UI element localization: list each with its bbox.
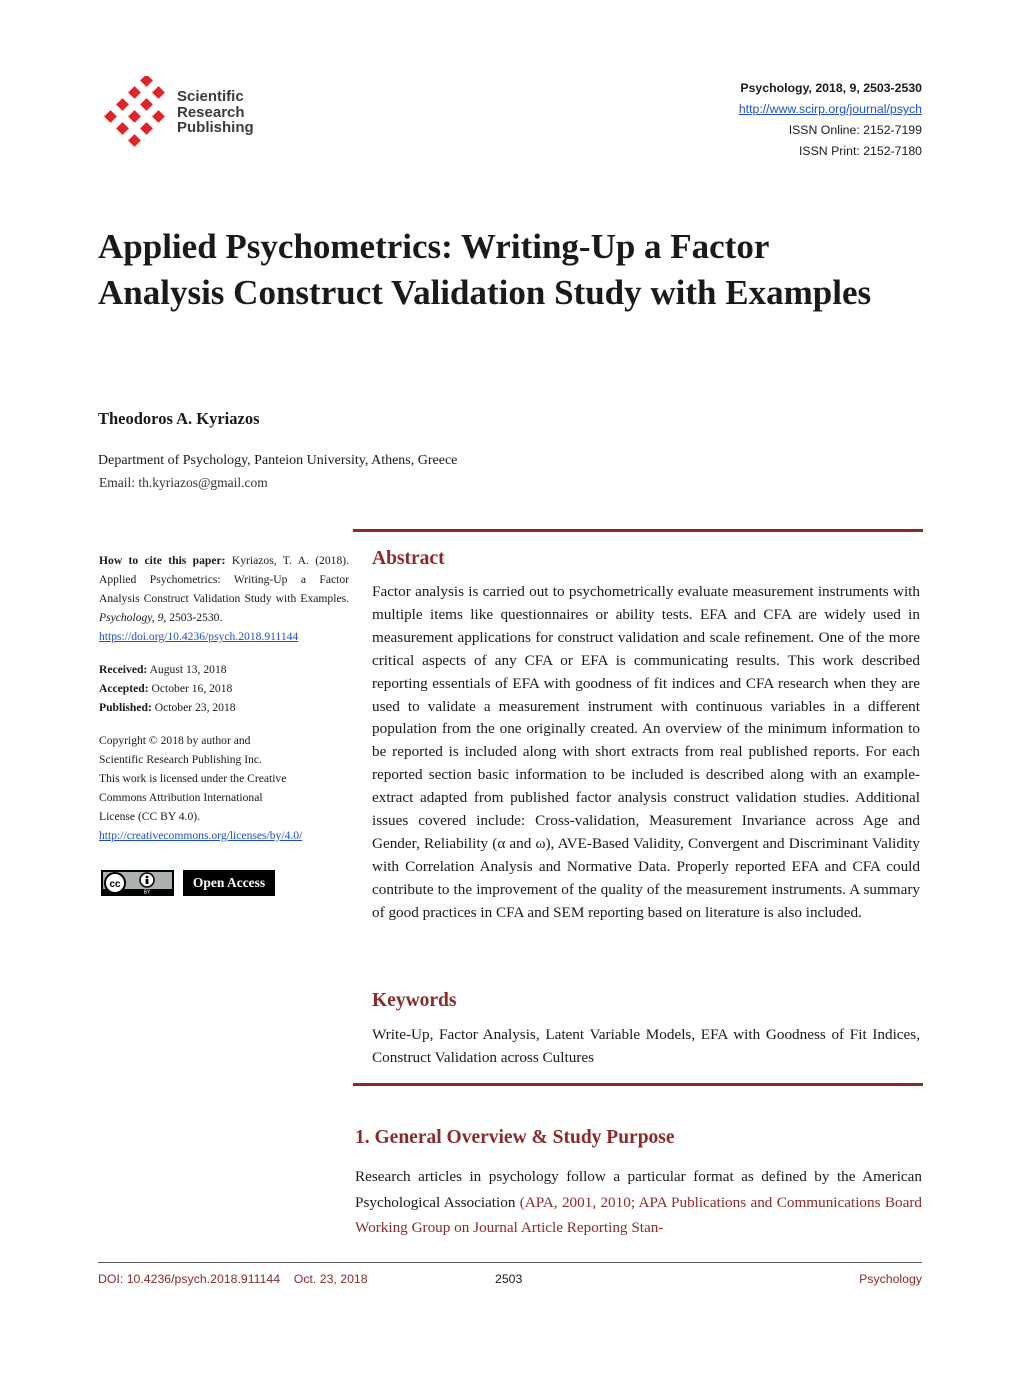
accepted-date: October 16, 2018 — [151, 682, 233, 695]
keywords-heading: Keywords — [372, 990, 457, 1011]
received-label: Received: — [99, 663, 148, 676]
section-1-citation[interactable]: (APA, 2001, 2010; APA Publications and Communications Board Working Group on Journal Article Reporting Stan- — [355, 1193, 922, 1236]
published-label: Published: — [99, 701, 152, 714]
abstract-top-divider — [353, 529, 923, 532]
abstract-bottom-divider — [353, 1083, 923, 1086]
accepted-label: Accepted: — [99, 682, 149, 695]
author-name: Theodoros A. Kyriazos — [98, 409, 260, 428]
cite-text: Kyriazos, T. A. (2018). Applied Psychometrics: Writing-Up a Factor Analysis Construct Validation Study with Examples. — [99, 554, 350, 605]
journal-url-link[interactable]: http://www.scirp.org/journal/psych — [738, 102, 922, 116]
section-1-body: Research articles in psychology follow a particular format as defined by the American Psychological Association — [355, 1168, 922, 1211]
section-1-heading: 1. General Overview & Study Purpose — [355, 1127, 675, 1148]
section-1-text — [355, 1164, 922, 1241]
license-link[interactable]: http://creativecommons.org/licenses/by/4.0/ — [99, 829, 303, 842]
publisher-name — [177, 89, 254, 136]
accepted-line — [99, 679, 349, 698]
footer-divider — [98, 1262, 922, 1263]
by-text: BY — [143, 889, 151, 896]
footer-journal: Psychology — [859, 1272, 922, 1286]
copyright-line: Scientific Research Publishing Inc. — [99, 753, 262, 766]
doi-link[interactable]: https://doi.org/10.4236/psych.2018.911144 — [99, 630, 299, 643]
cc-by-license-icon[interactable] — [101, 870, 174, 896]
abstract-heading: Abstract — [372, 548, 445, 569]
issn-online: ISSN Online: 2152-7199 — [788, 123, 922, 137]
open-access-badge[interactable]: Open Access — [183, 870, 275, 896]
publisher-name-line: Scientific — [177, 88, 244, 105]
page-number: 2503 — [495, 1272, 523, 1286]
published-date: October 23, 2018 — [154, 701, 236, 714]
license-line: Commons Attribution International — [99, 791, 263, 804]
author-email: Email: th.kyriazos@gmail.com — [99, 475, 268, 490]
how-to-cite — [99, 551, 349, 627]
footer-doi-date — [98, 1272, 368, 1286]
cite-pages: 2503-2530. — [169, 611, 223, 624]
cite-label: How to cite this paper: — [99, 554, 226, 567]
license-line: This work is licensed under the Creative — [99, 772, 287, 785]
footer-date: Oct. 23, 2018 — [293, 1272, 368, 1286]
keywords-text: Write-Up, Factor Analysis, Latent Variable Models, EFA with Goodness of Fit Indices, Construct Validation across Cultures — [372, 1026, 920, 1066]
copyright-line: Copyright © 2018 by author and — [99, 734, 251, 747]
published-line — [99, 698, 349, 717]
received-date: August 13, 2018 — [149, 663, 227, 676]
issn-print: ISSN Print: 2152-7180 — [798, 144, 922, 158]
publisher-logo-icon — [100, 76, 172, 152]
article-sidebar — [99, 551, 349, 845]
paper-title: Applied Psychometrics: Writing-Up a Factor Analysis Construct Validation Study with Examples — [98, 227, 872, 312]
journal-citation: Psychology, 2018, 9, 2503-2530 — [740, 81, 922, 95]
received-line — [99, 660, 349, 679]
cite-journal: Psychology, 9, — [99, 611, 167, 624]
publisher-name-line: Publishing — [177, 119, 254, 136]
footer-doi: DOI: 10.4236/psych.2018.911144 — [98, 1272, 281, 1286]
cc-text: cc — [109, 879, 121, 890]
journal-info — [739, 78, 922, 162]
author-affiliation: Department of Psychology, Panteion University, Athens, Greece — [98, 453, 458, 468]
license-line: License (CC BY 4.0). — [99, 810, 200, 823]
abstract-text: Factor analysis is carried out to psychometrically evaluate measurement instruments with multiple items like questionnaires or ability tests. EFA and CFA are widely used in measurement applications for construct validation and scale refinement. One of the more critical aspects of any CFA or EFA is communicating results. This work described reporting essentials of EFA with goodness of fit indices and CFA research when they are used to validate a measurement instrument with continuous variables in a different population from the one originally created. An overview of the minimum information to be reported is included along with short extracts from real published reports. For each reported section basic information to be included is described along with an example-extract adapted from published factor analysis construct validation studies. Additional issues covered include: Cross-validation, Measurement Invariance across Age and Gender, Reliability (α and ω), AVE-Based Validity, Convergent and Discriminant Validity with Correlation Analysis and Normative Data. Properly reported EFA and CFA could contribute to the improvement of the quality of the measurement instruments. A summary of good practices in CFA and SEM reporting based on literature is also included. — [372, 583, 920, 921]
publisher-name-line: Research — [177, 103, 245, 121]
